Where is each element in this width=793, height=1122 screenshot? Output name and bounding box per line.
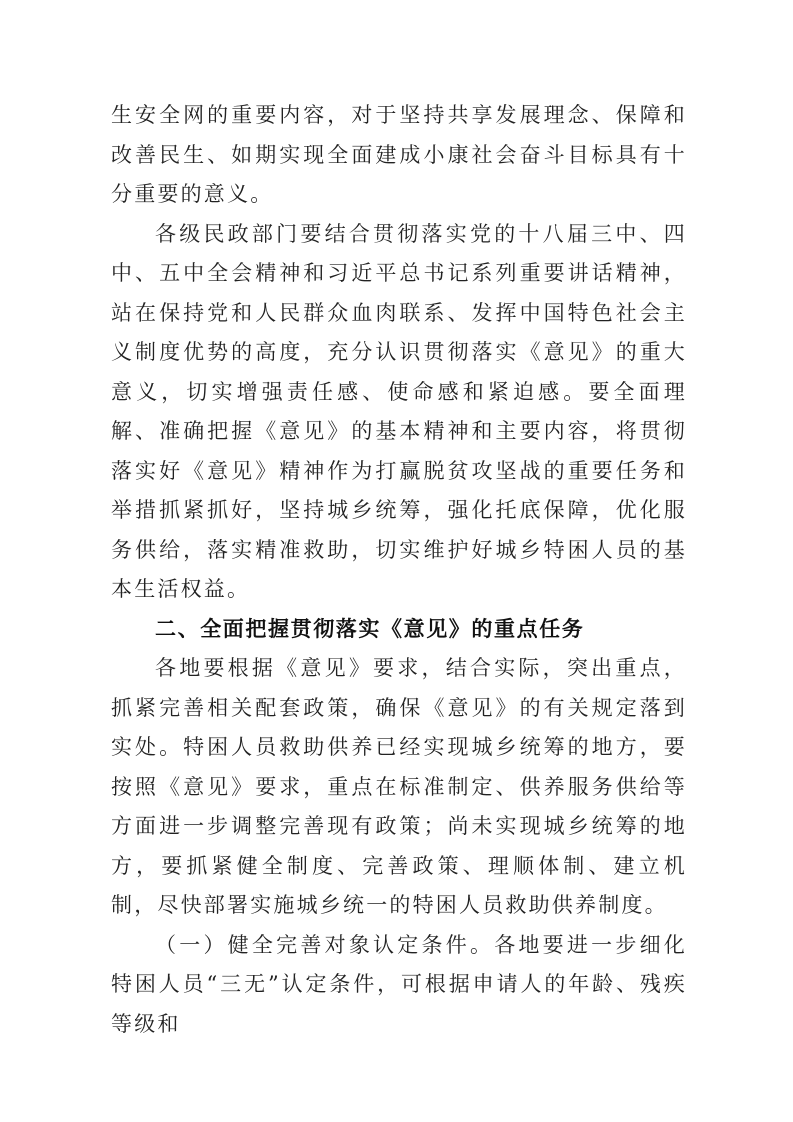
paragraph-eligibility-criteria: （一）健全完善对象认定条件。各地要进一步细化特困人员“三无”认定条件，可根据申请人的年龄、残疾等级和 [111, 932, 687, 1036]
document-body [111, 96, 687, 1044]
paragraph-implementation-significance: 各级民政部门要结合贯彻落实党的十八届三中、四中、五中全会精神和习近平总书记系列重要讲话精神，站在保持党和人民群众血肉联系、发挥中国特色社会主义制度优势的高度，充分认识贯彻落实《意见》的重大意义，切实增强责任感、使命感和紧迫感。要全面理解、准确把握《意见》的基本精神和主要内容，将贯彻落实好《意见》精神作为打赢脱贫攻坚战的重要任务和举措抓紧抓好，坚持城乡统筹，强化托底保障，优化服务供给，落实精准救助，切实维护好城乡特困人员的基本生活权益。 [111, 221, 687, 601]
paragraph-key-tasks: 各地要根据《意见》要求，结合实际，突出重点，抓紧完善相关配套政策，确保《意见》的有关规定落到实处。特困人员救助供养已经实现城乡统筹的地方，要按照《意见》要求，重点在标准制定、供养服务供给等方面进一步调整完善现有政策；尚未实现城乡统筹的地方，要抓紧健全制度、完善政策、理顺体制、建立机制，尽快部署实施城乡统一的特困人员救助供养制度。 [111, 656, 687, 917]
section-heading-key-tasks: 二、全面把握贯彻落实《意见》的重点任务 [155, 616, 585, 641]
paragraph-continuation: 生安全网的重要内容，对于坚持共享发展理念、保障和改善民生、如期实现全面建成小康社会奋斗目标具有十分重要的意义。 [111, 103, 687, 206]
